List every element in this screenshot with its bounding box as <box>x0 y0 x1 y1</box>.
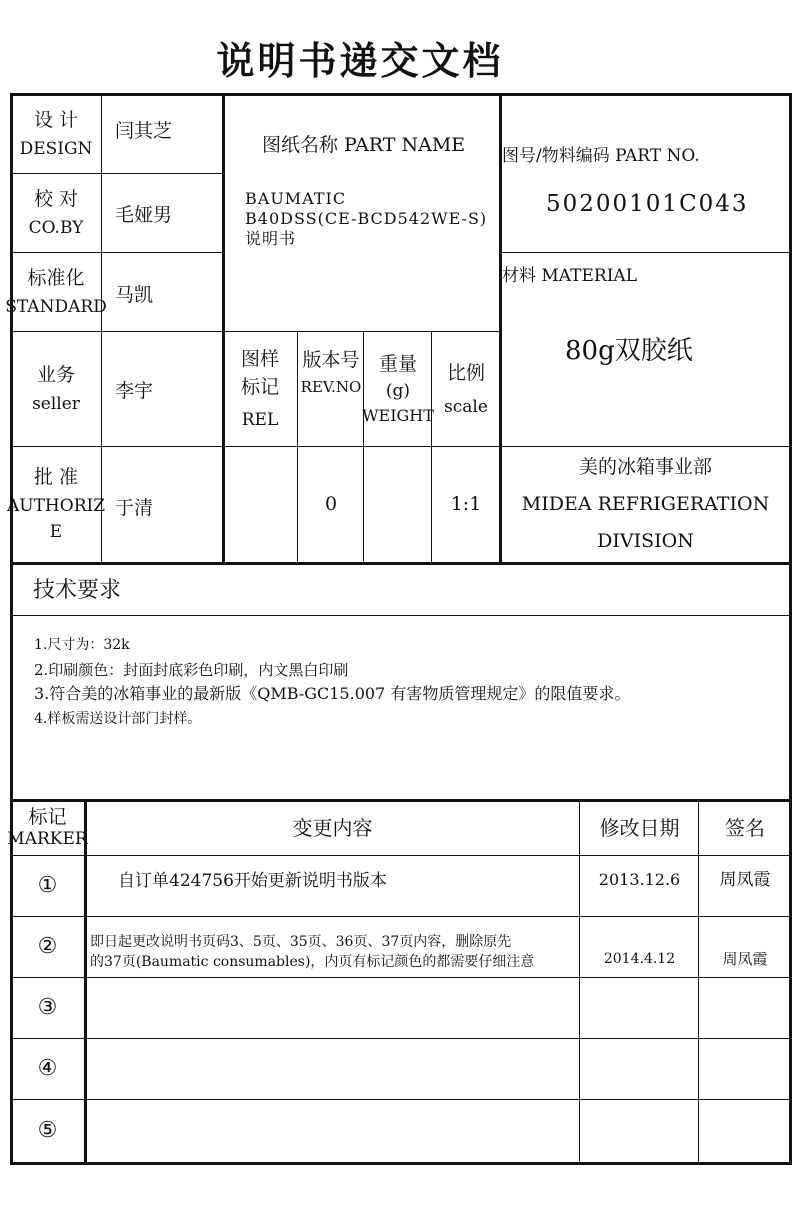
row-marker: ④ <box>37 1055 58 1081</box>
material-value: 80g双胶纸 <box>565 336 693 366</box>
coby-value: 毛娅男 <box>115 204 173 226</box>
part-no-label: 图号/物料编码 PART NO. <box>502 146 700 166</box>
seller-label: 业务 seller <box>32 364 80 414</box>
rev-value: 0 <box>324 492 338 515</box>
document-title: 说明书递交文档 <box>216 39 504 83</box>
row-sign: 周凤霞 <box>719 869 771 890</box>
scale-label: 比例 scale <box>444 361 488 417</box>
row-marker: ⑤ <box>37 1117 58 1143</box>
form-frame <box>5 93 792 1165</box>
col-header-content: 变更内容 <box>292 815 373 840</box>
seller-value: 李宇 <box>115 380 154 402</box>
row-content: 即日起更改说明书页码3、5页、35页、36页、37页内容，删除原先 的37页(Baumatic consumables)，内页有标记颜色的都需要仔细注意 <box>90 934 535 970</box>
col-header-date: 修改日期 <box>599 815 680 840</box>
row-marker: ② <box>37 933 58 959</box>
col-header-sign: 签名 <box>725 815 765 840</box>
part-name-value: BAUMATIC B40DSS(CE-BCD542WE-S) 说明书 <box>245 189 488 248</box>
tech-heading: 技术要求 <box>33 578 122 603</box>
authorize-value: 于清 <box>115 497 154 519</box>
row-sign: 周凤霞 <box>722 950 768 969</box>
design-value: 闫其芝 <box>115 120 173 142</box>
material-label: 材料 MATERIAL <box>502 266 637 286</box>
row-date: 2013.12.6 <box>598 869 681 889</box>
row-marker: ③ <box>37 994 58 1020</box>
authorize-label: 批 准 AUTHORIZ E <box>6 466 106 543</box>
standard-value: 马凯 <box>115 284 154 306</box>
coby-label: 校 对 CO.BY <box>28 188 84 238</box>
tech-item: 1.尺寸为：32k <box>34 637 130 653</box>
weight-value <box>365 447 431 562</box>
scale-value: 1:1 <box>450 492 482 515</box>
tech-item: 3.符合美的冰箱事业的最新版《QMB-GC15.007 有害物质管理规定》的限值要求。 <box>34 684 631 703</box>
row-date: 2014.4.12 <box>603 951 676 968</box>
standard-label: 标准化 STANDARD <box>5 267 107 317</box>
weight-label: 重量 (g) WEIGHT <box>362 353 434 425</box>
tech-item: 4.样板需送设计部门封样。 <box>34 710 202 727</box>
company-name: 美的冰箱事业部 MIDEA REFRIGERATION DIVISION <box>521 455 770 553</box>
col-header-marker: 标记 MARKER <box>7 806 88 850</box>
row-marker: ① <box>37 872 58 898</box>
tech-list <box>34 633 630 731</box>
tech-item: 2.印刷颜色：封面封底彩色印刷，内文黑白印刷 <box>34 660 349 679</box>
part-no-value: 50200101C043 <box>546 191 749 217</box>
rev-label: 版本号 REV.NO <box>300 348 362 397</box>
rel-value <box>224 447 296 562</box>
part-name-label: 图纸名称 PART NAME <box>262 134 466 156</box>
rel-label: 图样 标记 REL <box>240 347 279 430</box>
design-label: 设 计 DESIGN <box>19 109 93 159</box>
row-content: 自订单424756开始更新说明书版本 <box>118 871 387 891</box>
